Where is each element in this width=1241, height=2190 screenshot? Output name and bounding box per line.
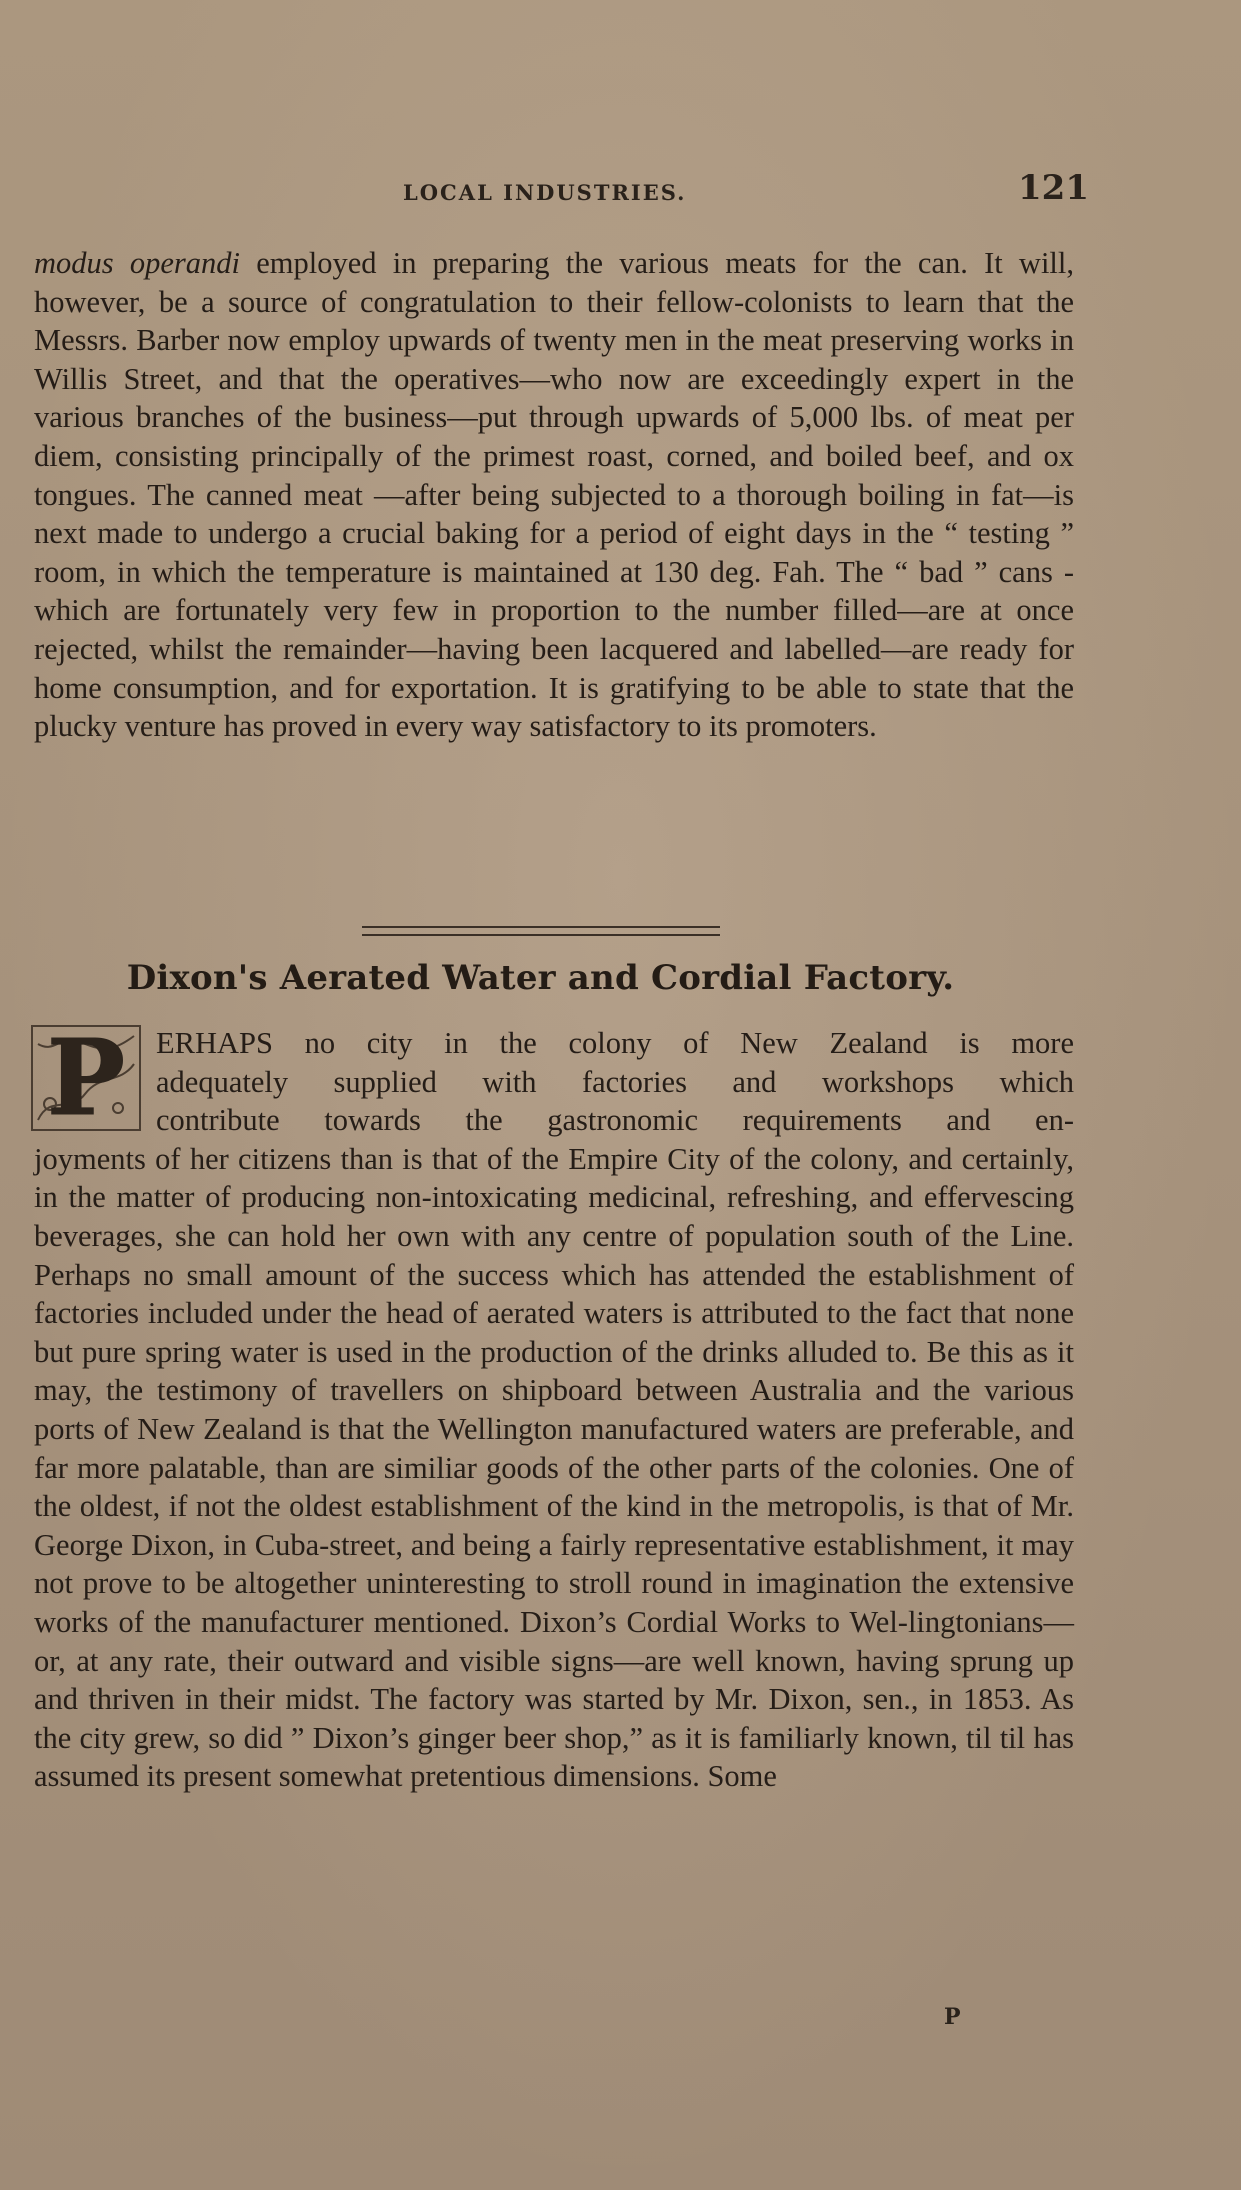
signature-mark: P [944, 2004, 961, 2030]
page-number: 121 [1018, 168, 1089, 208]
italic-phrase: modus operandi [34, 246, 241, 280]
section-heading: Dixon's Aerated Water and Cordial Factory. [126, 958, 955, 998]
paragraph-body: employed in preparing the various meats for the can. It will, however, be a source of congratulation to their fellow-colonists to learn that the Messrs. Barber now employ upwards of twenty men in the meat preserving works in Willis Street, and that the operatives—who now are exceedingly expert in the various branches of the business—put through upwards of 5,000 lbs. of meat per diem, consisting principally of the primest roast, corned, and boiled beef, and ox tongues. The canned meat —after being subjected to a thorough boiling in fat—is next made to undergo a crucial baking for a period of eight days in the “ testing ” room, in which the temperature is maintained at 130 deg. Fah. The “ bad ” cans - which are fortunately very few in proportion to the number filled—are at once rejected, whilst the remainder—having been lacquered and labelled—are ready for home consumption, and for exportation. It is gratifying to be able to state that the plucky venture has proved in every way satisfactory to its promoters. [34, 246, 1075, 744]
running-title: LOCAL INDUSTRIES. [403, 180, 687, 205]
paragraph-line-1: ERHAPS no city in the colony of New Zealand is more [156, 1026, 1074, 1060]
paragraph-line-3: contribute towards the gastronomic requirements and en- [156, 1103, 1074, 1138]
paragraph-line-2: adequately supplied with factories and workshops which [156, 1064, 1074, 1099]
paragraph-text [34, 244, 1074, 746]
section-divider-top [362, 926, 720, 928]
running-head [0, 168, 1241, 208]
paragraph-body: joyments of her citizens than is that of the Empire City of the colony, and certainly, in the matter of producing non-intoxicating medicinal, refreshing, and effervescing beverages, she can hold her own with any centre of population south of the Line. Perhaps no small amount of the success which has attended the establishment of factories included under the head of aerated waters is attributed to the fact that none but pure spring water is used in the production of the drinks alluded to. Be this as it may, the testimony of travellers on shipboard between Australia and the various ports of New Zealand is that the Wellington manufactured waters are preferable, and far more palatable, than are similiar goods of the other parts of the colonies. One of the oldest, if not the oldest establishment of the kind in the metropolis, is that of Mr. George Dixon, in Cuba-street, and being a fairly representative establishment, it may not prove to be altogether uninteresting to stroll round in imagination the extensive works of the manufacturer mentioned. Dixon’s Cordial Works to Wel-lingtonians—or, at any rate, their outward and visible signs—are well known, having sprung up and thriven in their midst. The factory was started by Mr. Dixon, sen., in 1853. As the city grew, so did ” Dixon’s ginger beer shop,” as it is familiarly known, til til has assumed its present somewhat pretentious dimensions. Some [34, 1141, 1074, 1794]
drop-cap-letter: P [46, 1016, 126, 1139]
section-divider-bottom [362, 934, 720, 936]
paragraph-dixon-factory [34, 1024, 1074, 1796]
paragraph-meat-preserving [34, 244, 1074, 746]
